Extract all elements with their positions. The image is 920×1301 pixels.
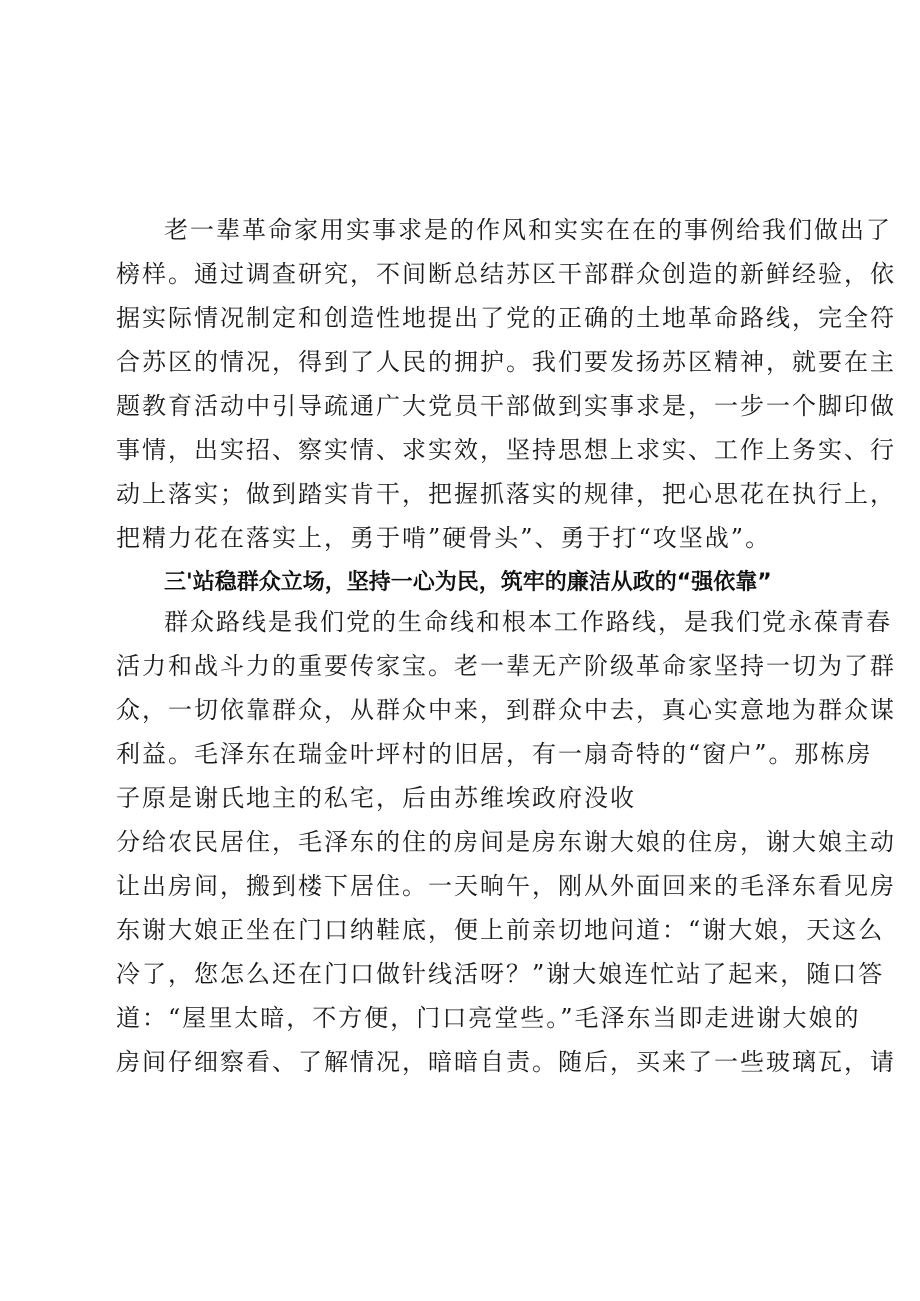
paragraph-3-line: 让出房间，搬到楼下居住。一天晌午，刚从外面回来的毛泽东看见房 [116,872,896,900]
paragraph-1-line: 动上落实；做到踏实肯干，把握抓落实的规律，把心思花在执行上， [116,480,896,508]
paragraph-3-line: 分给农民居住，毛泽东的住的房间是房东谢大娘的住房，谢大娘主动 [116,828,896,856]
paragraph-1-line: 把精力花在落实上，勇于啃”硬骨头”、勇于打“攻坚战”。 [116,524,772,552]
section-heading-3: 三'站稳群众立场，坚持一心为民，筑牢的廉洁从政的“强依靠” [164,570,772,595]
paragraph-3-line: 道：“屋里太暗，不方便，门口亮堂些。”毛泽东当即走进谢大娘的 [116,1004,861,1032]
paragraph-1-line: 事情，出实招、察实情、求实效，坚持思想上求实、工作上务实、行 [116,436,896,464]
paragraph-3-line: 房间仔细察看、了解情况，暗暗自责。随后，买来了一些玻璃瓦，请 [116,1048,896,1076]
paragraph-1-line: 据实际情况制定和创造性地提出了党的正确的土地革命路线，完全符 [116,304,896,332]
paragraph-2-line: 群众路线是我们党的生命线和根本工作路线，是我们党永葆青春 [164,608,892,636]
paragraph-2-line: 众，一切依靠群众，从群众中来，到群众中去，真心实意地为群众谋 [116,696,896,724]
paragraph-3-line: 冷了，您怎么还在门口做针线活呀？”谢大娘连忙站了起来，随口答 [116,960,885,988]
paragraph-2 [116,600,896,820]
paragraph-2-line: 利益。毛泽东在瑞金叶坪村的旧居，有一扇奇特的“窗户”。那栋房 [116,740,873,768]
paragraph-1 [116,208,896,560]
paragraph-3-line: 东谢大娘正坐在门口纳鞋底，便上前亲切地问道：“谢大娘，天这么 [116,916,885,944]
paragraph-1-line: 题教育活动中引导疏通广大党员干部做到实事求是，一步一个脚印做 [116,392,896,420]
paragraph-2-line: 活力和战斗力的重要传家宝。老一辈无产阶级革命家坚持一切为了群 [116,652,896,680]
paragraph-1-line: 合苏区的情况，得到了人民的拥护。我们要发扬苏区精神，就要在主 [116,348,896,376]
paragraph-1-line: 老一辈革命家用实事求是的作风和实实在在的事例给我们做出了 [164,216,892,244]
paragraph-1-line: 榜样。通过调查研究，不间断总结苏区干部群众创造的新鲜经验，依 [116,260,896,288]
paragraph-2-line: 子原是谢氏地主的私宅，后由苏维埃政府没收 [116,784,636,812]
paragraph-3 [116,820,896,1084]
